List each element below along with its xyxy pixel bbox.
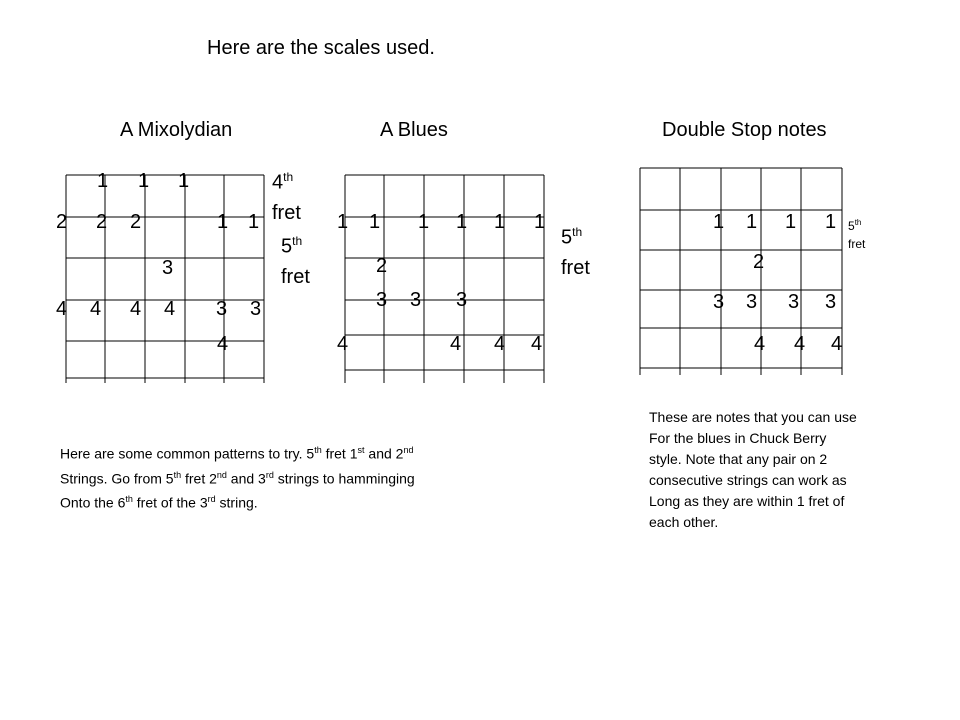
- fingering-mixolydian: 1: [248, 211, 260, 233]
- patterns-note-line: [60, 489, 415, 514]
- fingering-mixolydian: 1: [138, 170, 150, 192]
- patterns-note-line: [60, 440, 415, 465]
- fingering-mixolydian: 4: [164, 298, 176, 320]
- ordinal-suffix: th: [314, 445, 322, 455]
- double-stop-note-line: These are notes that you can use: [649, 409, 857, 425]
- fingering-blues: 1: [494, 211, 506, 233]
- double-stop-note-line: style. Note that any pair on 2: [649, 451, 828, 467]
- patterns-note: [60, 440, 415, 514]
- ordinal-suffix: th: [125, 494, 133, 505]
- fingering-blues: 1: [418, 211, 430, 233]
- fingering-mixolydian: 4: [56, 298, 68, 320]
- note-text: fret 2: [181, 470, 217, 487]
- note-text: and 2: [364, 445, 404, 462]
- diagram-heading-blues: A Blues: [380, 119, 448, 141]
- fret-number: 4: [272, 171, 284, 194]
- double-stop-note-line: consecutive strings can work as: [649, 472, 847, 488]
- fret-word: fret: [281, 265, 310, 288]
- note-text: fret 1: [321, 445, 358, 462]
- fret-suffix: th: [283, 170, 294, 184]
- fingering-blues: 2: [376, 255, 388, 277]
- fret-label-mixolydian-4th: [272, 162, 301, 228]
- fingering-blues: 4: [337, 333, 349, 355]
- fingering-blues: 4: [494, 333, 506, 355]
- diagram-heading-double-stop: Double Stop notes: [662, 119, 827, 141]
- fingering-blues: 1: [369, 211, 381, 233]
- fingering-blues: 1: [337, 211, 349, 233]
- fret-word: fret: [561, 256, 590, 279]
- fingering-blues: 1: [534, 211, 546, 233]
- fret-suffix: th: [572, 225, 583, 239]
- fret-suffix: th: [292, 234, 303, 248]
- note-text: and 3: [226, 470, 266, 487]
- diagram-heading-mixolydian: A Mixolydian: [120, 119, 233, 141]
- fingering-blues: 3: [376, 289, 388, 311]
- fingering-mixolydian: 2: [96, 211, 108, 233]
- double-stop-note: [649, 407, 857, 533]
- fingering-mixolydian: 2: [130, 211, 142, 233]
- fingering-double-stop: 4: [754, 333, 766, 355]
- fingering-mixolydian: 4: [217, 333, 229, 355]
- fret-label-mixolydian-5th: [281, 226, 310, 292]
- fingering-mixolydian: 3: [162, 257, 174, 279]
- fretboard-double-stop: [640, 168, 842, 375]
- fret-word: fret: [848, 237, 866, 251]
- fret-number: 5: [281, 235, 293, 258]
- ordinal-suffix: rd: [207, 494, 216, 505]
- fret-number: 5: [561, 226, 573, 249]
- note-text: strings to hamminging: [273, 470, 415, 487]
- note-text: fret of the 3: [132, 494, 208, 511]
- fingering-double-stop: 3: [825, 291, 837, 313]
- note-text: Strings. Go from 5: [60, 470, 174, 487]
- fingering-double-stop: 3: [746, 291, 758, 313]
- ordinal-suffix: nd: [216, 469, 227, 480]
- fingering-double-stop: 1: [713, 211, 725, 233]
- fingering-mixolydian: 1: [217, 211, 229, 233]
- fingering-blues: 1: [456, 211, 468, 233]
- fret-number: 5: [848, 219, 855, 233]
- patterns-note-line: [60, 465, 415, 490]
- fingering-blues: 4: [450, 333, 462, 355]
- ordinal-suffix: rd: [265, 469, 274, 480]
- fingering-blues: 4: [531, 333, 543, 355]
- fingering-mixolydian: 1: [97, 170, 109, 192]
- page-title: Here are the scales used.: [207, 37, 435, 59]
- fretboard-blues: [345, 175, 544, 383]
- fret-label-blues-5th: [561, 217, 590, 283]
- fingering-double-stop: 4: [794, 333, 806, 355]
- ordinal-suffix: st: [357, 445, 365, 455]
- fingering-blues: 3: [410, 289, 422, 311]
- fingering-mixolydian: 2: [56, 211, 68, 233]
- fingering-mixolydian: 4: [130, 298, 142, 320]
- fret-word: fret: [272, 201, 301, 224]
- fingering-double-stop: 1: [746, 211, 758, 233]
- fingering-double-stop: 3: [788, 291, 800, 313]
- fingering-mixolydian: 3: [216, 298, 228, 320]
- note-text: string.: [215, 494, 258, 511]
- ordinal-suffix: th: [173, 469, 182, 480]
- double-stop-note-line: Long as they are within 1 fret of: [649, 493, 845, 509]
- note-text: Here are some common patterns to try. 5: [60, 445, 315, 462]
- double-stop-note-line: For the blues in Chuck Berry: [649, 430, 827, 446]
- fretboard-mixolydian: [66, 175, 264, 383]
- fingering-blues: 3: [456, 289, 468, 311]
- fingering-double-stop: 2: [753, 251, 765, 273]
- fingering-double-stop: 4: [831, 333, 843, 355]
- double-stop-note-line: each other.: [649, 514, 719, 530]
- fingering-mixolydian: 3: [250, 298, 262, 320]
- fret-suffix: th: [854, 218, 862, 227]
- fingering-double-stop: 3: [713, 291, 725, 313]
- ordinal-suffix: nd: [403, 445, 414, 455]
- fingering-mixolydian: 1: [178, 170, 190, 192]
- fret-label-double-stop-5th: [848, 214, 865, 253]
- fingering-double-stop: 1: [785, 211, 797, 233]
- fingering-double-stop: 1: [825, 211, 837, 233]
- fingering-mixolydian: 4: [90, 298, 102, 320]
- note-text: Onto the 6: [60, 494, 126, 511]
